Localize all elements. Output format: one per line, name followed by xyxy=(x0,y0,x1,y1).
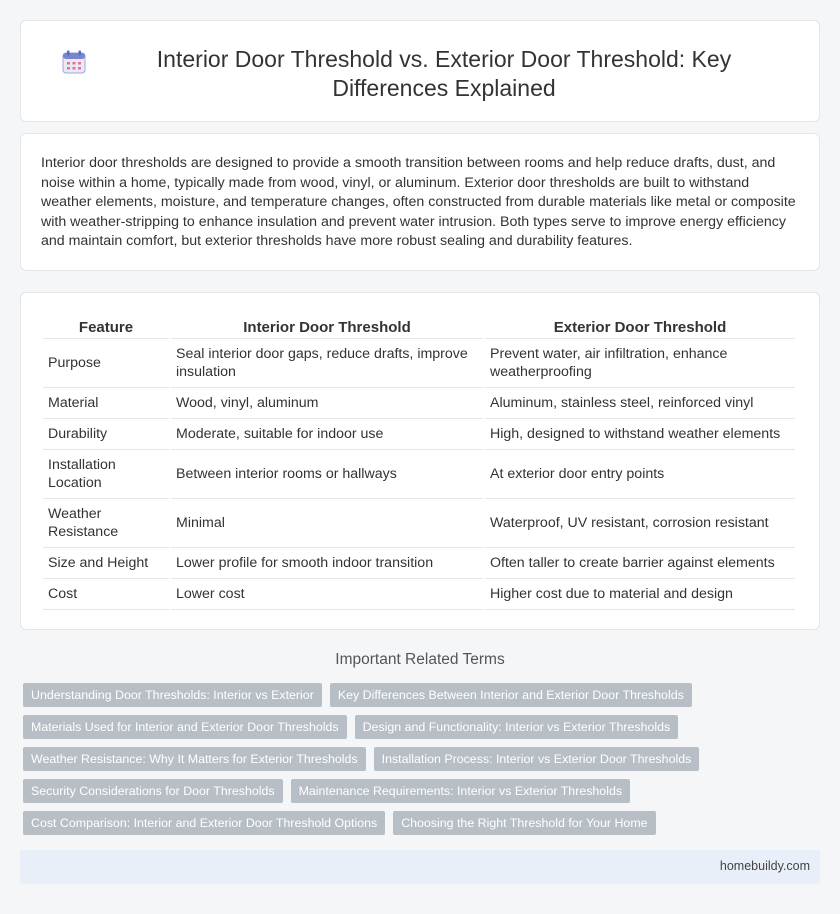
table-cell: Waterproof, UV resistant, corrosion resistant xyxy=(485,499,795,548)
table-cell: Lower profile for smooth indoor transition xyxy=(171,548,483,579)
related-term-link[interactable]: Cost Comparison: Interior and Exterior Door Threshold Options xyxy=(23,811,385,835)
intro-paragraph: Interior door thresholds are designed to provide a smooth transition between rooms and help reduce drafts, dust, and noise within a home, typically made from wood, vinyl, or aluminum. Exterior door thresholds are built to withstand weather elements, moisture, and temperature changes, often constructed from durable materials like metal or composite with weather-stripping to enhance insulation and prevent water intrusion. Both types serve to improve energy efficiency and maintain comfort, but exterior thresholds have more robust sealing and durability features. xyxy=(41,155,796,250)
table-row xyxy=(43,419,795,450)
table-cell: Moderate, suitable for indoor use xyxy=(171,419,483,450)
table-header-row xyxy=(43,313,795,339)
table-cell: Cost xyxy=(43,579,169,610)
related-term-link[interactable]: Security Considerations for Door Thresholds xyxy=(23,779,283,803)
table-cell: Aluminum, stainless steel, reinforced vinyl xyxy=(485,388,795,419)
header-exterior: Exterior Door Threshold xyxy=(485,313,795,339)
table-cell: Weather Resistance xyxy=(43,499,169,548)
related-term-link[interactable]: Weather Resistance: Why It Matters for Exterior Thresholds xyxy=(23,747,366,771)
table-cell: Seal interior door gaps, reduce drafts, improve insulation xyxy=(171,339,483,388)
table-cell: At exterior door entry points xyxy=(485,450,795,499)
footer-site-link[interactable]: homebuildy.com xyxy=(719,859,810,873)
table-cell: Between interior rooms or hallways xyxy=(171,450,483,499)
related-term-link[interactable]: Installation Process: Interior vs Exterior Door Thresholds xyxy=(374,747,700,771)
related-term-link[interactable]: Design and Functionality: Interior vs Exterior Thresholds xyxy=(355,715,679,739)
table-row xyxy=(43,388,795,419)
related-term-link[interactable]: Key Differences Between Interior and Exterior Door Thresholds xyxy=(330,683,692,707)
related-term-link[interactable]: Understanding Door Thresholds: Interior vs Exterior xyxy=(23,683,322,707)
related-term-link[interactable]: Maintenance Requirements: Interior vs Exterior Thresholds xyxy=(291,779,630,803)
table-cell: Often taller to create barrier against elements xyxy=(485,548,795,579)
related-terms-heading: Important Related Terms xyxy=(335,651,505,668)
comparison-table xyxy=(41,313,797,610)
table-cell: Durability xyxy=(43,419,169,450)
table-cell: Purpose xyxy=(43,339,169,388)
header-feature: Feature xyxy=(43,313,169,339)
table-cell: Wood, vinyl, aluminum xyxy=(171,388,483,419)
table-row xyxy=(43,339,795,388)
table-row xyxy=(43,548,795,579)
calendar-icon xyxy=(61,49,87,75)
related-term-link[interactable]: Choosing the Right Threshold for Your Home xyxy=(393,811,655,835)
table-cell: Prevent water, air infiltration, enhance weatherproofing xyxy=(485,339,795,388)
table-cell: Size and Height xyxy=(43,548,169,579)
footer xyxy=(20,850,820,884)
related-terms-list xyxy=(23,683,723,843)
intro-card xyxy=(20,133,820,271)
table-cell: Lower cost xyxy=(171,579,483,610)
table-row xyxy=(43,579,795,610)
table-cell: Material xyxy=(43,388,169,419)
table-cell: Higher cost due to material and design xyxy=(485,579,795,610)
table-cell: High, designed to withstand weather elements xyxy=(485,419,795,450)
header-interior: Interior Door Threshold xyxy=(171,313,483,339)
table-row xyxy=(43,450,795,499)
comparison-card xyxy=(20,292,820,630)
table-cell: Minimal xyxy=(171,499,483,548)
title-card xyxy=(20,20,820,122)
table-cell: Installation Location xyxy=(43,450,169,499)
related-term-link[interactable]: Materials Used for Interior and Exterior Door Thresholds xyxy=(23,715,347,739)
page-title: Interior Door Threshold vs. Exterior Door Threshold: Key Differences Explained xyxy=(156,46,732,101)
table-row xyxy=(43,499,795,548)
